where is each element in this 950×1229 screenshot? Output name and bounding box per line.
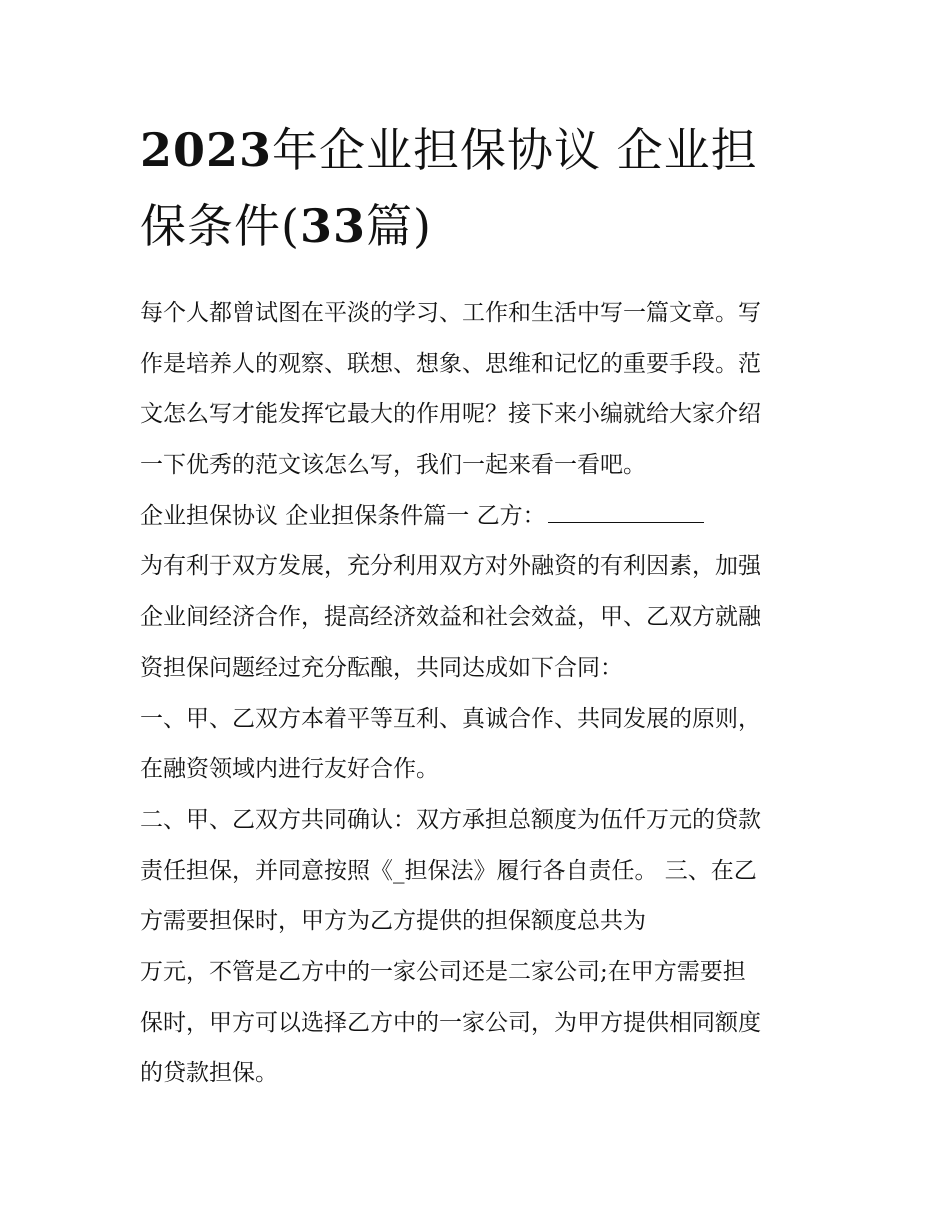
body-line: 为有利于双方发展，充分利用双方对外融资的有利因素，加强 xyxy=(140,553,761,580)
body-line: 二、甲、乙双方共同确认：双方承担总额度为伍仟万元的贷款 xyxy=(140,806,761,833)
body-line: 在融资领域内进行友好合作。 xyxy=(140,756,439,783)
party-b-blank xyxy=(548,502,704,523)
title-count: 33 xyxy=(299,199,366,253)
title-text-2: 保条件( xyxy=(140,199,300,253)
title-line-2 xyxy=(140,188,812,264)
title-text-3: 篇) xyxy=(365,199,432,253)
body-line: 方需要担保时，甲方为乙方提供的担保额度总共为 xyxy=(140,908,646,935)
section-heading: 企业担保协议 企业担保条件篇一 乙方： xyxy=(140,502,546,529)
body-line: 文怎么写才能发挥它最大的作用呢？接下来小编就给大家介绍 xyxy=(140,401,761,428)
body-line: 一下优秀的范文该怎么写，我们一起来看一看吧。 xyxy=(140,452,646,479)
body-line: 的贷款担保。 xyxy=(140,1060,278,1087)
body-line: 保时，甲方可以选择乙方中的一家公司，为甲方提供相同额度 xyxy=(140,1009,761,1036)
document-page xyxy=(140,112,812,1099)
body-line: 一、甲、乙双方本着平等互利、真诚合作、共同发展的原则， xyxy=(140,705,761,732)
document-body xyxy=(140,288,812,1099)
body-line: 企业间经济合作，提高经济效益和社会效益，甲、乙双方就融 xyxy=(140,604,761,631)
body-line: 作是培养人的观察、联想、想象、思维和记忆的重要手段。范 xyxy=(140,350,761,377)
body-line: 资担保问题经过充分酝酿，共同达成如下合同： xyxy=(140,654,623,681)
title-year: 2023 xyxy=(140,123,273,177)
body-line: 责任担保，并同意按照《_担保法》履行各自责任。 三、在乙 xyxy=(140,857,757,884)
section-heading-line xyxy=(140,491,812,542)
body-line: 万元，不管是乙方中的一家公司还是二家公司;在甲方需要担 xyxy=(140,958,746,985)
body-line: 每个人都曾试图在平淡的学习、工作和生活中写一篇文章。写 xyxy=(140,300,761,326)
document-title xyxy=(140,112,812,264)
title-line-1 xyxy=(140,112,812,188)
title-text-1: 年企业担保协议 企业担 xyxy=(272,123,758,177)
